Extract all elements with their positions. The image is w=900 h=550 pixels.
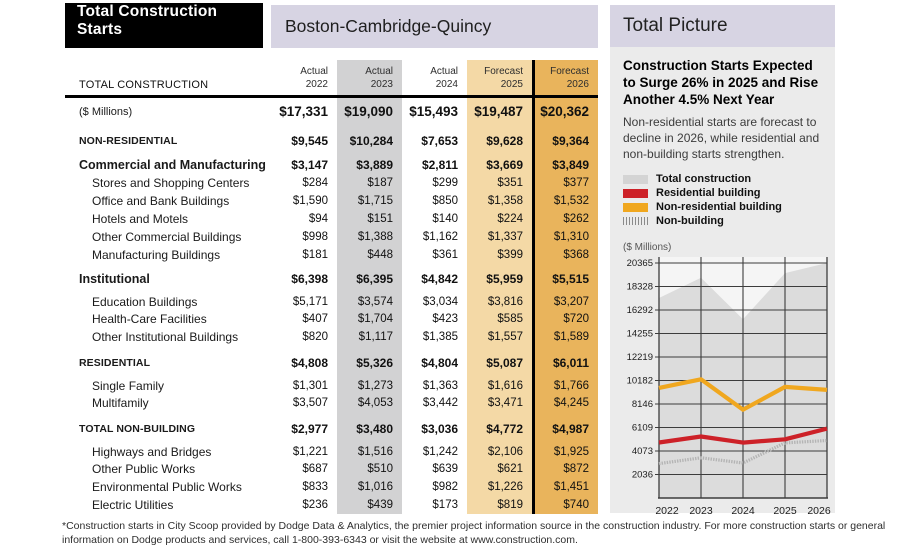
row-label: Institutional: [79, 272, 150, 286]
cell-2024: $4,804: [421, 356, 458, 370]
cell-2023: $4,053: [337, 394, 402, 412]
cell-2022: $1,590: [292, 195, 328, 207]
cell-2024: $3,036: [421, 422, 458, 436]
legend-item: [623, 200, 822, 214]
cell-2022: $3,507: [292, 397, 328, 409]
cell-2025: $819: [467, 496, 532, 514]
cell-2024: $15,493: [409, 104, 458, 119]
cell-2024: $2,811: [421, 158, 458, 172]
row-label: Other Institutional Buildings: [92, 330, 239, 344]
cell-2026: $377: [532, 174, 598, 192]
cell-2024: $140: [432, 213, 458, 225]
gray-fill-swatch-icon: [623, 175, 648, 184]
cell-2023: $1,516: [337, 438, 402, 460]
x-tick-label: 2024: [731, 505, 755, 518]
row-label: Multifamily: [92, 396, 149, 410]
table-row: [65, 246, 598, 264]
cell-2025: $1,358: [467, 192, 532, 210]
cell-2022: $3,147: [291, 158, 328, 172]
row-label: Environmental Public Works: [92, 480, 242, 494]
cell-2025: $1,557: [467, 328, 532, 346]
cell-2026: $1,451: [532, 478, 598, 496]
cell-2024: $173: [432, 499, 458, 511]
row-label: TOTAL NON-BUILDING: [79, 423, 196, 435]
y-tick-label: 4073: [631, 446, 653, 458]
cell-2023: $3,574: [337, 288, 402, 310]
x-tick-label: 2025: [773, 505, 797, 518]
legend-item: [623, 186, 822, 200]
x-tick-label: 2023: [689, 505, 713, 518]
row-label: Office and Bank Buildings: [92, 194, 230, 208]
cell-2026: $5,515: [532, 264, 598, 288]
table-header-row: [65, 60, 598, 98]
row-label: ($ Millions): [79, 106, 133, 118]
cell-2025: $19,487: [467, 98, 532, 124]
table-row: [65, 478, 598, 496]
footnote: *Construction starts in City Scoop provided by Dodge Data & Analytics, the premier project information source in the construction industry. For more construction starts or general information on Dodge products and services, call 1-800-393-6343 or visit the website at www.construction.com.: [62, 520, 886, 546]
construction-table-wrap: [65, 60, 598, 514]
legend-label: Non-residential building: [656, 201, 782, 214]
orange-swatch-icon: [623, 203, 648, 212]
legend-label: Residential building: [656, 187, 761, 200]
cell-2026: $1,925: [532, 438, 598, 460]
table-row: [65, 438, 598, 460]
y-tick-label: 12219: [626, 352, 653, 364]
cell-2022: $1,221: [292, 445, 328, 458]
y-tick-label: 10182: [626, 375, 653, 387]
row-label: Hotels and Motels: [92, 212, 189, 226]
table-row: [65, 210, 598, 228]
legend-label: Non-building: [656, 215, 724, 228]
cell-2024: $299: [432, 177, 458, 189]
legend-label: Total construction: [656, 173, 752, 186]
table-row: [65, 460, 598, 478]
row-label: Health-Care Facilities: [92, 312, 207, 326]
table-row: [65, 346, 598, 372]
panel-headline: Construction Starts Expected to Surge 26% in 2025 and Rise Another 4.5% Next Year: [623, 58, 819, 108]
cell-2026: $3,849: [532, 150, 598, 174]
red-swatch-icon: [623, 189, 648, 198]
cell-2022: $9,545: [291, 134, 328, 148]
table-row: [65, 412, 598, 438]
cell-2026: $1,310: [532, 228, 598, 246]
cell-2025: $224: [467, 210, 532, 228]
cell-2024: $850: [432, 195, 458, 207]
cell-2025: $5,959: [467, 264, 532, 288]
table-row: [65, 192, 598, 210]
y-tick-label: 14255: [626, 328, 653, 340]
cell-2026: $1,589: [532, 328, 598, 346]
cell-2025: $3,471: [467, 394, 532, 412]
table-row: [65, 394, 598, 412]
chart-box: [626, 256, 831, 527]
x-tick-label: 2022: [655, 505, 679, 518]
cell-2022: $17,331: [279, 104, 328, 119]
cell-2026: $872: [532, 460, 598, 478]
cell-2025: $3,816: [467, 288, 532, 310]
cell-2025: $5,087: [467, 346, 532, 372]
row-label: Highways and Bridges: [92, 444, 212, 459]
table-row: [65, 372, 598, 394]
row-label: NON-RESIDENTIAL: [79, 135, 178, 147]
cell-2025: $1,226: [467, 478, 532, 496]
panel-title: Total Picture: [623, 15, 728, 36]
cell-2025: $399: [467, 246, 532, 264]
cell-2023: $439: [337, 496, 402, 514]
cell-2022: $181: [302, 249, 328, 261]
cell-2022: $4,808: [291, 356, 328, 370]
legend-item: [623, 214, 822, 228]
cell-2025: $1,337: [467, 228, 532, 246]
cell-2024: $3,442: [422, 397, 458, 409]
cell-2024: $1,162: [422, 231, 458, 243]
cell-2026: $20,362: [532, 98, 598, 124]
table-row: [65, 328, 598, 346]
cell-2026: $368: [532, 246, 598, 264]
cell-2025: $9,628: [467, 124, 532, 150]
cell-2026: $3,207: [532, 288, 598, 310]
cell-2026: $1,766: [532, 372, 598, 394]
cell-2024: $639: [432, 463, 458, 475]
chart-legend: [623, 172, 822, 228]
row-label: Other Commercial Buildings: [92, 230, 242, 244]
y-tick-label: 16292: [626, 305, 653, 317]
cell-2023: $1,016: [337, 478, 402, 496]
y-tick-label: 2036: [631, 469, 653, 481]
table-row: [65, 264, 598, 288]
region-strip: [271, 5, 598, 48]
cell-2024: $423: [432, 313, 458, 325]
hatch-swatch-icon: [623, 217, 648, 225]
cell-2023: $5,326: [337, 346, 402, 372]
cell-2024: $7,653: [421, 134, 458, 148]
cell-2022: $407: [302, 313, 328, 325]
cell-2025: $4,772: [467, 412, 532, 438]
report-title: Total Construction Starts: [77, 3, 218, 38]
cell-2026: $262: [532, 210, 598, 228]
panel-body: [610, 57, 835, 527]
construction-table-body: [65, 98, 598, 514]
row-label: Education Buildings: [92, 294, 198, 309]
cell-2024: $1,385: [422, 331, 458, 343]
cell-2023: $448: [337, 246, 402, 264]
row-label: Stores and Shopping Centers: [92, 176, 250, 190]
cell-2022: $6,398: [291, 272, 328, 286]
cell-2023: $3,480: [337, 412, 402, 438]
cell-2025: $3,669: [467, 150, 532, 174]
table-row: [65, 288, 598, 310]
row-label: Manufacturing Buildings: [92, 248, 221, 262]
cell-2022: $2,977: [291, 422, 328, 436]
row-label: Single Family: [92, 378, 165, 393]
cell-2026: $6,011: [532, 346, 598, 372]
total-picture-chart: [626, 256, 836, 522]
cell-2023: $3,889: [337, 150, 402, 174]
cell-2023: $510: [337, 460, 402, 478]
cell-2026: $4,987: [532, 412, 598, 438]
cell-2024: $1,363: [422, 379, 458, 392]
cell-2025: $621: [467, 460, 532, 478]
cell-2023: $1,388: [337, 228, 402, 246]
cell-2022: $94: [308, 213, 328, 225]
cell-2022: $833: [302, 481, 328, 493]
cell-2023: $1,117: [337, 328, 402, 346]
row-label: RESIDENTIAL: [79, 357, 151, 369]
cell-2026: $1,532: [532, 192, 598, 210]
row-label: Commercial and Manufacturing: [79, 158, 266, 172]
y-tick-label: 20365: [626, 258, 653, 270]
cell-2025: $351: [467, 174, 532, 192]
table-row: [65, 150, 598, 174]
cell-2022: $236: [302, 499, 328, 511]
cell-2023: $1,273: [337, 372, 402, 394]
cell-2026: $720: [532, 310, 598, 328]
cell-2025: $585: [467, 310, 532, 328]
y-tick-label: 18328: [626, 281, 653, 293]
cell-2024: $982: [432, 481, 458, 493]
table-row: [65, 496, 598, 514]
cell-2025: $2,106: [467, 438, 532, 460]
cell-2023: $187: [337, 174, 402, 192]
cell-2026: $9,364: [532, 124, 598, 150]
panel-header: [610, 5, 835, 47]
x-tick-label: 2026: [807, 505, 831, 518]
table-row: [65, 174, 598, 192]
cell-2024: $4,842: [421, 272, 458, 286]
region-name: Boston-Cambridge-Quincy: [285, 16, 492, 36]
chart-units-label: ($ Millions): [623, 242, 672, 254]
table-row: [65, 124, 598, 150]
row-label: Electric Utilities: [92, 498, 174, 512]
y-tick-label: 8146: [631, 399, 653, 411]
cell-2023: $1,704: [337, 310, 402, 328]
cell-2026: $4,245: [532, 394, 598, 412]
cell-2022: $284: [302, 177, 328, 189]
table-row: [65, 228, 598, 246]
report-title-box: [65, 3, 263, 48]
cell-2023: $151: [337, 210, 402, 228]
y-tick-label: 6109: [631, 422, 653, 434]
cell-2022: $998: [302, 231, 328, 243]
cell-2023: $6,395: [337, 264, 402, 288]
cell-2023: $10,284: [337, 124, 402, 150]
legend-item: [623, 172, 822, 186]
panel-body-text: Non-residential starts are forecast to decline in 2026, while residential and non-building starts strengthen.: [623, 115, 820, 161]
cell-2026: $740: [532, 496, 598, 514]
construction-table: [65, 60, 598, 514]
cell-2023: $19,090: [337, 98, 402, 124]
cell-2022: $1,301: [292, 379, 328, 392]
total-picture-panel: [610, 5, 835, 518]
cell-2023: $1,715: [337, 192, 402, 210]
column-header-2026: Forecast 2026: [532, 60, 598, 98]
row-label: Other Public Works: [92, 462, 196, 476]
cell-2022: $5,171: [292, 295, 328, 308]
cell-2024: $361: [432, 249, 458, 261]
cell-2024: $3,034: [422, 295, 458, 308]
table-title: TOTAL CONSTRUCTION: [65, 60, 270, 98]
column-header-2024: Actual 2024: [402, 60, 467, 98]
column-header-2025: Forecast 2025: [467, 60, 532, 98]
table-row: [65, 310, 598, 328]
cell-2022: $820: [302, 331, 328, 343]
column-header-2023: Actual 2023: [337, 60, 402, 98]
cell-2025: $1,616: [467, 372, 532, 394]
table-row: [65, 98, 598, 124]
cell-2022: $687: [302, 463, 328, 475]
column-header-2022: Actual 2022: [270, 60, 337, 98]
cell-2024: $1,242: [422, 445, 458, 458]
